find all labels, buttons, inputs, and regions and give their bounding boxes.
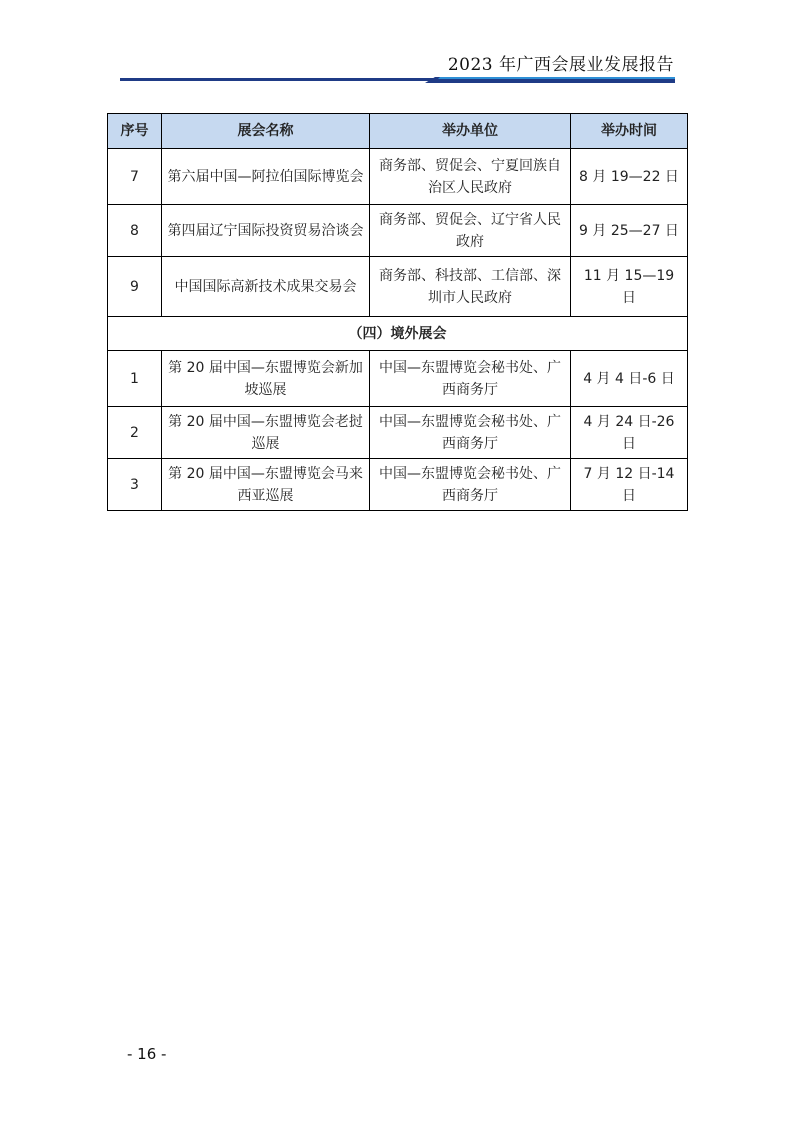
cell-name: 第 20 届中国—东盟博览会马来西亚巡展 [162,459,370,511]
cell-organizer: 中国—东盟博览会秘书处、广西商务厅 [370,351,571,407]
table-row [108,205,688,257]
cell-name: 第六届中国—阿拉伯国际博览会 [162,149,370,205]
page-number: - 16 - [127,1045,167,1063]
cell-organizer: 中国—东盟博览会秘书处、广西商务厅 [370,459,571,511]
cell-organizer: 商务部、贸促会、辽宁省人民政府 [370,205,571,257]
cell-no: 9 [108,257,162,317]
column-header-date: 举办时间 [571,114,688,149]
table-row [108,149,688,205]
cell-no: 2 [108,407,162,459]
column-header-no: 序号 [108,114,162,149]
column-header-name: 展会名称 [162,114,370,149]
table-row [108,257,688,317]
table-row [108,351,688,407]
cell-date: 4 月 4 日-6 日 [571,351,688,407]
cell-name: 中国国际高新技术成果交易会 [162,257,370,317]
cell-no: 8 [108,205,162,257]
column-header-organizer: 举办单位 [370,114,571,149]
cell-name: 第 20 届中国—东盟博览会老挝巡展 [162,407,370,459]
table-header-row [108,114,688,149]
section-row [108,317,688,351]
cell-date: 8 月 19—22 日 [571,149,688,205]
cell-date: 4 月 24 日-26 日 [571,407,688,459]
table-row [108,459,688,511]
cell-no: 3 [108,459,162,511]
cell-name: 第四届辽宁国际投资贸易洽谈会 [162,205,370,257]
cell-organizer: 商务部、贸促会、宁夏回族自治区人民政府 [370,149,571,205]
cell-date: 7 月 12 日-14 日 [571,459,688,511]
cell-date: 9 月 25—27 日 [571,205,688,257]
page-header-title: 2023 年广西会展业发展报告 [447,55,674,75]
cell-date: 11 月 15—19 日 [571,257,688,317]
table-row [108,407,688,459]
section-heading: （四）境外展会 [108,317,688,351]
header-rule [120,77,675,83]
cell-no: 7 [108,149,162,205]
cell-no: 1 [108,351,162,407]
exhibition-table [107,113,688,511]
cell-organizer: 中国—东盟博览会秘书处、广西商务厅 [370,407,571,459]
cell-name: 第 20 届中国—东盟博览会新加坡巡展 [162,351,370,407]
cell-organizer: 商务部、科技部、工信部、深圳市人民政府 [370,257,571,317]
